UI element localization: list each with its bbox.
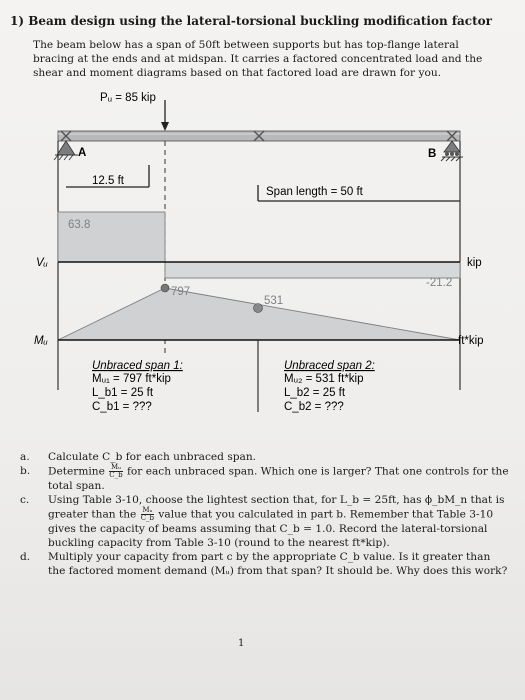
load-arrowhead (161, 122, 169, 131)
span2-cb: C_b2 = ??? (284, 401, 344, 413)
load-label: Pᵤ = 85 kip (100, 92, 156, 104)
question-b-fraction: $\frac{\text{Mᵤ}}{C\_b}$ (109, 463, 123, 479)
question-b (20, 464, 510, 493)
page-number: 1 (238, 638, 245, 649)
question-d (20, 550, 510, 578)
question-d-letter: d. (20, 551, 31, 563)
moment-mid-value: 531 (264, 295, 284, 307)
span1-unbraced-length: L_b1 = 25 ft (92, 387, 154, 399)
span-length-label: Span length = 50 ft (266, 186, 363, 198)
shear-negative-area (165, 262, 460, 278)
span1-cb: C_b1 = ??? (92, 401, 152, 413)
question-a (20, 450, 510, 464)
question-d-text: Multiply your capacity from part c by the appropriate C_b value. Is it greater than the factored moment demand (Mᵤ) from that span? It should be. Why does this work? (48, 551, 508, 577)
span1-heading: Unbraced span 1: (92, 360, 183, 372)
question-a-letter: a. (20, 451, 30, 463)
problem-intro: The beam below has a span of 50ft between supports but has top-flange lateral bracing at the ends and at midspan. It carries a factored concentrated load and the shear and moment diagrams based on that factored load are drawn for you. (33, 39, 483, 79)
span1-moment: Mᵤ₁ = 797 ft*kip (92, 373, 171, 385)
support-a-pin (57, 141, 75, 155)
question-b-letter: b. (20, 465, 31, 477)
question-c-pre: Using Table 3-10, choose the lightest section that, for L_b = 25ft, has ϕ_bM_n that is greater than the (48, 494, 505, 521)
problem-title: 1) Beam design using the lateral-torsional buckling modification factor (10, 14, 492, 28)
dimension-label: 12.5 ft (92, 175, 124, 187)
moment-unit: ft*kip (458, 335, 484, 347)
support-b-label: B (428, 148, 437, 160)
shear-positive-value: 63.8 (68, 219, 91, 231)
support-a-label: A (78, 147, 87, 159)
question-b-post: for each unbraced span. Which one is larger? That one controls for the total span. (48, 465, 509, 492)
moment-area (58, 288, 460, 340)
shear-negative-value: -21.2 (426, 277, 453, 289)
moment-peak-value: 797 (171, 286, 191, 298)
moment-peak-point (161, 284, 169, 292)
span2-moment: Mᵤ₂ = 531 ft*kip (284, 373, 364, 385)
moment-axis-label: Mᵤ (34, 335, 48, 347)
moment-mid-point (254, 304, 263, 313)
question-c (20, 493, 510, 550)
shear-axis-label: Vᵤ (36, 257, 48, 269)
shear-unit: kip (467, 257, 482, 269)
question-b-pre: Determine (48, 465, 105, 478)
question-c-post: value that you calculated in part b. Remember that Table 3-10 gives the capacity of beams assuming that C_b = 1.0. Record the lateral-torsional buckling capacity from Table 3-10 (round to the nearest ft*kip). (48, 508, 494, 549)
support-b-roller (444, 141, 460, 152)
question-list (20, 450, 510, 578)
question-c-letter: c. (20, 494, 30, 506)
span2-unbraced-length: L_b2 = 25 ft (284, 387, 346, 399)
question-a-text: Calculate C_b for each unbraced span. (48, 451, 257, 463)
span2-heading: Unbraced span 2: (284, 360, 375, 372)
question-c-fraction: $\frac{\text{Mᵤ}}{C\_b}$ (140, 506, 155, 522)
